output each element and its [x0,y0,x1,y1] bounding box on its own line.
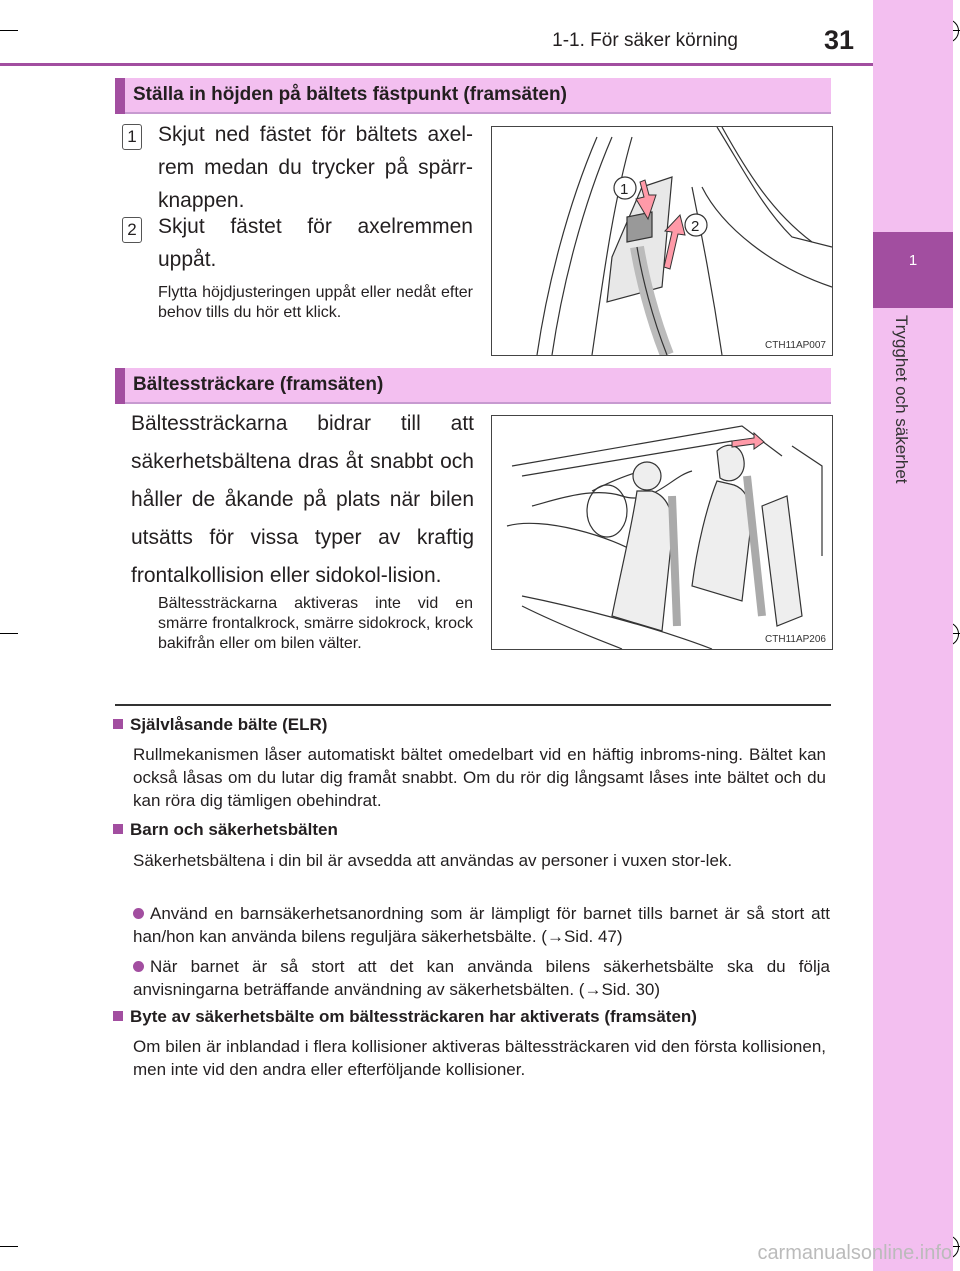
section-heading: Bältessträckare (framsäten) [133,374,384,395]
square-bullet-icon [113,824,123,834]
pretensioner-illustration [491,415,833,650]
chapter-tab [873,232,953,308]
note-text: Bältessträckarna aktiveras inte vid en smärre frontalkrock, smärre sidokrock, krock bakifrån eller om bilen välter. [158,595,473,652]
belt-anchor-illustration [491,126,833,356]
info-heading-text: Barn och säkerhetsbälten [130,820,338,839]
body-text: Bältessträckarna bidrar till att säkerhetsbältena dras åt snabbt och håller de åkande på plats när bilen utsätts för vissa typer av kraftig frontalkollision eller sidokol-lision. [131,412,474,587]
running-header: 1-1. För säker körning [552,30,738,51]
round-bullet-icon [133,908,144,919]
side-tab [873,0,953,1271]
info-paragraph: Säkerhetsbältena i din bil är avsedda att användas av personer i vuxen stor-lek. [133,851,733,870]
chapter-number: 1 [908,252,918,269]
info-paragraph: Rullmekanismen låser automatiskt bältet omedelbart vid en häftig inbroms-ning. Bältet kan också låsas om du lutar dig framåt snabbt. Om du rör dig långsamt låses inte bältet och du kan röra dig tämligen obehindrat. [133,745,826,810]
square-bullet-icon [113,1011,123,1021]
page-reference: →Sid. 30 [584,980,655,999]
bullet-text: Använd en barnsäkerhetsanordning som är lämpligt för barnet tills barnet är så stort att han/hon kan använda bilens reguljära säkerhetsbälte. ( [133,904,830,946]
chapter-label-container [893,315,929,515]
arrow-right-icon [732,433,764,449]
page-reference: →Sid. 47 [546,927,617,946]
bullet-text: När barnet är så stort att det kan använda bilens säkerhetsbälte ska du följa anvisningarna beträffande användning av säkerhetsbälten. ( [133,957,830,999]
watermark: carmanualsonline.info [757,1242,952,1264]
divider [115,704,831,706]
bullet-item [133,955,830,1001]
step-text: Skjut fästet för axelremmen uppåt. [158,215,473,271]
step-number: 1 [122,124,142,150]
header-rule [0,63,873,66]
bullet-end: ) [616,927,623,946]
info-heading-text: Självlåsande bälte (ELR) [130,715,328,734]
pretensioner-drawing [492,416,832,649]
square-bullet-icon [113,719,123,729]
bullet-item [133,902,830,948]
chapter-label: Trygghet och säkerhet [892,315,911,484]
info-heading-children [113,820,338,840]
callout-1: 1 [620,181,629,198]
info-paragraph: Om bilen är inblandad i flera kollisioner aktiveras bältessträckaren vid den första kollisionen, men inte vid den andra eller efterföljande kollisioner. [133,1037,826,1079]
step-text: Skjut ned fästet för bältets axel-rem medan du trycker på spärr-knappen. [158,123,473,212]
figure-code: CTH11AP007 [765,340,826,351]
info-heading-text: Byte av säkerhetsbälte om bältessträckaren har aktiverats (framsäten) [130,1007,697,1026]
section-heading: Ställa in höjden på bältets fästpunkt (framsäten) [133,84,567,105]
bullet-end: ) [654,980,661,999]
info-heading-elr [113,715,327,735]
page-number: 31 [824,25,855,55]
info-heading-replace [113,1007,697,1027]
section-heading-bar [115,78,831,114]
note-text: Flytta höjdjusteringen uppåt eller nedåt efter behov tills du hör ett klick. [158,284,473,321]
figure-code: CTH11AP206 [765,634,826,645]
callout-2: 2 [691,218,700,235]
round-bullet-icon [133,961,144,972]
section-heading-bar [115,368,831,404]
belt-anchor-drawing [492,127,832,355]
step-number: 2 [122,217,142,243]
